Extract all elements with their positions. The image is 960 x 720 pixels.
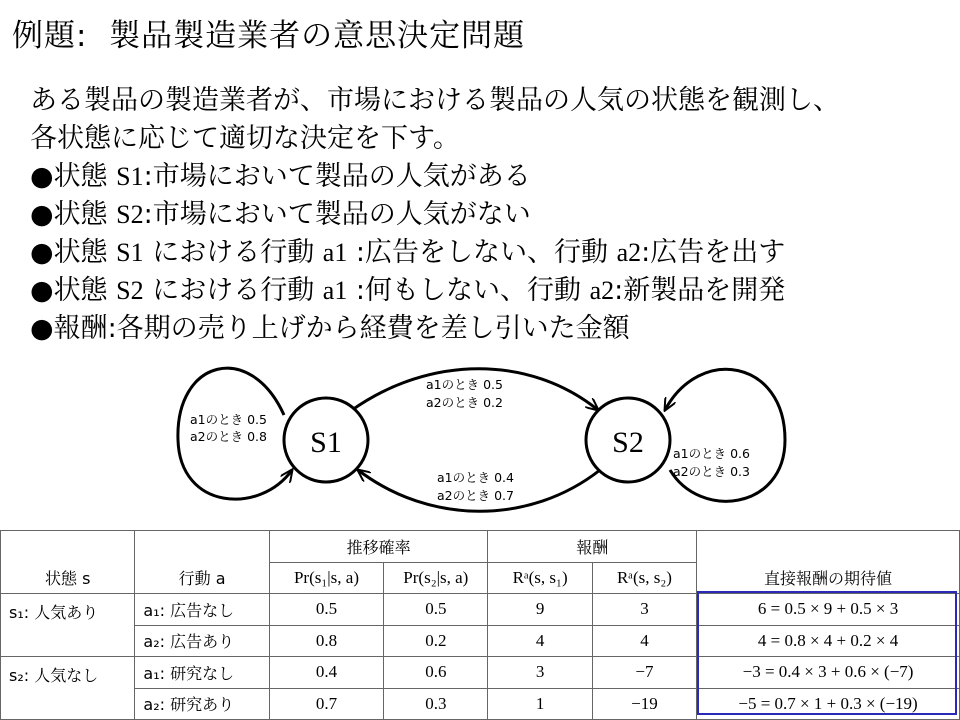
bullet-text: :新製品を開発 [614, 275, 786, 306]
header-r2: Rᵃ(s, s₂) [592, 562, 696, 594]
action-symbol: a1 [322, 238, 348, 267]
edge-label-s2-self: a2のとき 0.3 [673, 464, 750, 479]
header-pr2: Pr(s₂|s, a) [384, 562, 488, 594]
action-symbol: a2 [616, 238, 642, 267]
table-row [1, 657, 960, 689]
action-symbol: a2 [589, 276, 615, 305]
state-cell: s₁: 人気あり [1, 594, 135, 657]
header-reward-group: 報酬 [488, 531, 697, 563]
edge-label-s2-to-s1: a1のとき 0.4 [437, 470, 514, 485]
r1-cell: 4 [488, 625, 592, 657]
bullet-text: における行動 [143, 237, 323, 268]
action-symbol: a1 [322, 276, 348, 305]
pr1-cell: 0.8 [269, 625, 383, 657]
action-cell: a₂: 研究あり [135, 688, 269, 720]
action-cell: a₁: 広告なし [135, 594, 269, 626]
bullet-text: における行動 [143, 275, 323, 306]
r1-cell: 3 [488, 657, 592, 689]
mdp-table [0, 530, 960, 720]
s2-self-loop-edge [665, 369, 785, 501]
state-symbol: S2 [116, 200, 144, 229]
r2-cell: 3 [592, 594, 696, 626]
table-row [1, 594, 960, 626]
pr2-cell: 0.5 [384, 594, 488, 626]
bullet-text: :市場において製品の人気がある [143, 161, 531, 192]
edge-label-s1-self: a1のとき 0.5 [190, 412, 267, 427]
pr1-cell: 0.5 [269, 594, 383, 626]
paragraph-line-2: 各状態に応じて適切な決定を下す。 [30, 123, 460, 154]
pr1-cell: 0.4 [269, 657, 383, 689]
bullet-text: :広告をしない、行動 [347, 237, 617, 268]
header-transition-group: 推移確率 [269, 531, 488, 563]
state-cell: s₂: 人気なし [1, 657, 135, 720]
r2-cell: 4 [592, 625, 696, 657]
header-expected: 直接報酬の期待値 [697, 531, 960, 594]
bullet-text: 状態 [53, 199, 117, 230]
action-cell: a₁: 研究なし [135, 657, 269, 689]
edge-label-s2-self: a1のとき 0.6 [673, 446, 750, 461]
pr2-cell: 0.6 [384, 657, 488, 689]
bullet-dot-icon: ● [30, 313, 54, 344]
r1-cell: 9 [488, 594, 592, 626]
expected-cell: 4 = 0.8 × 4 + 0.2 × 4 [697, 625, 960, 657]
edge-label-s1-to-s2: a1のとき 0.5 [426, 377, 503, 392]
pr1-cell: 0.7 [269, 688, 383, 720]
state-symbol: S1 [116, 238, 144, 267]
edge-label-s2-to-s1: a2のとき 0.7 [437, 488, 514, 503]
table-header-row-1 [1, 531, 960, 563]
pr2-cell: 0.2 [384, 625, 488, 657]
bullet-dot-icon: ● [30, 161, 54, 192]
paragraph-line-1: ある製品の製造業者が、市場における製品の人気の状態を観測し、 [30, 85, 840, 116]
bullet-text: 状態 [53, 161, 117, 192]
bullet-text: 状態 [53, 275, 117, 306]
table-row [1, 688, 960, 720]
edge-label-s1-self: a2のとき 0.8 [190, 429, 267, 444]
bullet-dot-icon: ● [30, 237, 54, 268]
expected-cell: 6 = 0.5 × 9 + 0.5 × 3 [697, 594, 960, 626]
header-r1: Rᵃ(s, s₁) [488, 562, 592, 594]
bullet-dot-icon: ● [30, 275, 54, 306]
pr2-cell: 0.3 [384, 688, 488, 720]
bullet-text: 報酬 [53, 313, 108, 344]
bullet-dot-icon: ● [30, 199, 54, 230]
r2-cell: −7 [592, 657, 696, 689]
node-s1-label: S1 [310, 426, 342, 459]
bullet-text: 状態 [53, 237, 117, 268]
expected-cell: −3 = 0.4 × 3 + 0.6 × (−7) [697, 657, 960, 689]
bullet-text: :各期の売り上げから経費を差し引いた金額 [107, 313, 630, 344]
header-state: 状態 s [1, 531, 135, 594]
expected-cell: −5 = 0.7 × 1 + 0.3 × (−19) [697, 688, 960, 720]
action-cell: a₂: 広告あり [135, 625, 269, 657]
r1-cell: 1 [488, 688, 592, 720]
r2-cell: −19 [592, 688, 696, 720]
edge-label-s1-to-s2: a2のとき 0.2 [426, 395, 503, 410]
header-pr1: Pr(s₁|s, a) [269, 562, 383, 594]
table-row [1, 625, 960, 657]
slide-title: 例題: 製品製造業者の意思決定問題 [12, 18, 526, 54]
bullet-text: :何もしない、行動 [347, 275, 590, 306]
state-symbol: S1 [116, 162, 144, 191]
header-action: 行動 a [135, 531, 269, 594]
bullet-text: :広告を出す [641, 237, 786, 268]
bullet-text: :市場において製品の人気がない [143, 199, 531, 230]
node-s2-label: S2 [612, 426, 644, 459]
state-symbol: S2 [116, 276, 144, 305]
